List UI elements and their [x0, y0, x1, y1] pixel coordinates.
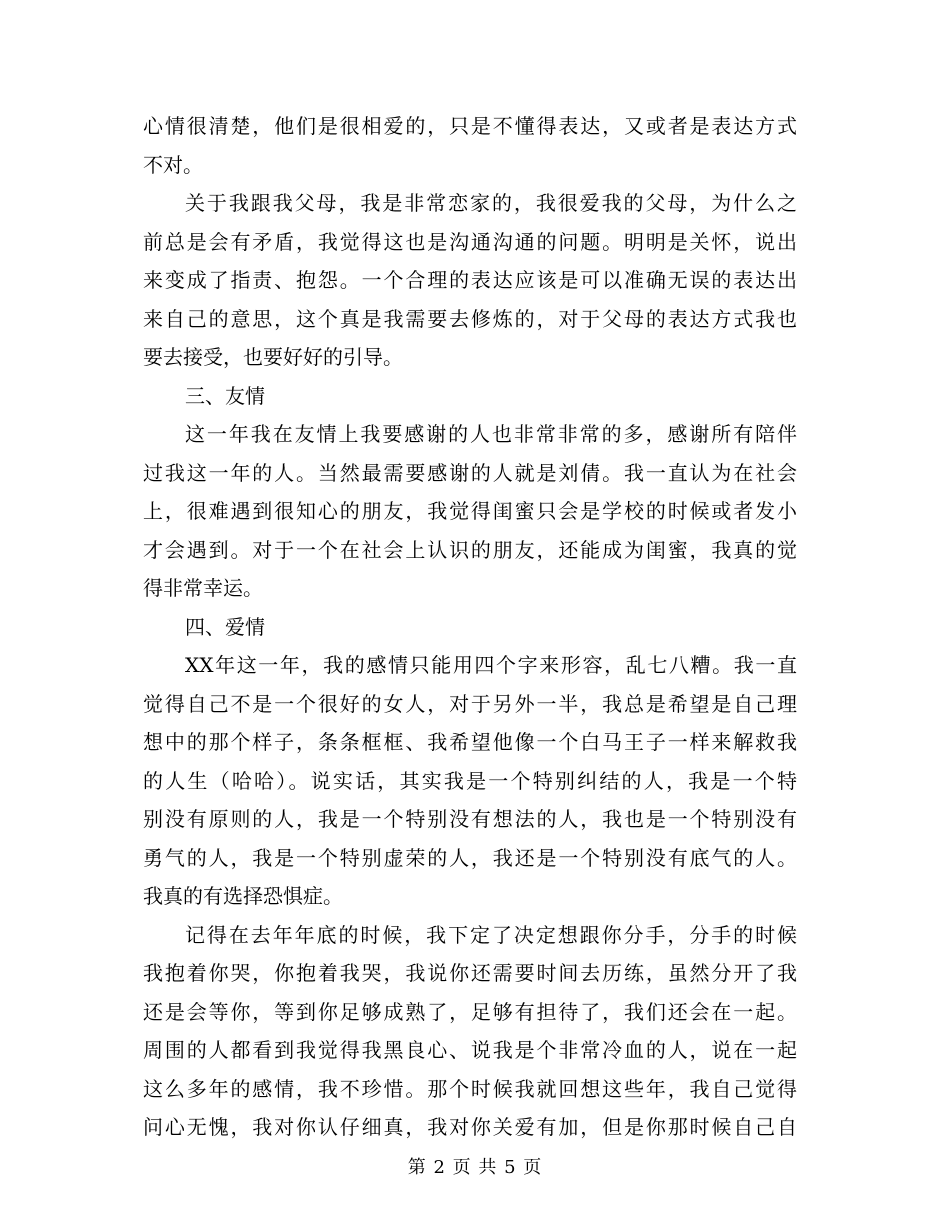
text-line: 我抱着你哭，你抱着我哭，我说你还需要时间去历练，虽然分开了我 — [143, 961, 797, 985]
text-line: 心情很清楚，他们是很相爱的，只是不懂得表达，又或者是表达方式 — [143, 114, 797, 138]
text-line: 问心无愧，我对你认仔细真，我对你关爱有加，但是你那时候自己自 — [143, 1115, 797, 1139]
text-line: 过我这一年的人。当然最需要感谢的人就是刘倩。我一直认为在社会 — [143, 460, 797, 485]
text-line: 不对。 — [143, 152, 203, 177]
text-line: 想中的那个样子，条条框框、我希望他像一个白马王子一样来解救我 — [143, 730, 797, 754]
text-line: 四、爱情 — [185, 614, 265, 639]
text-line: 得非常幸运。 — [143, 576, 263, 600]
document-body — [143, 107, 797, 1147]
text-line: 周围的人都看到我觉得我黑良心、说我是个非常冷血的人，说在一起 — [143, 1038, 797, 1062]
text-line: 这么多年的感情，我不珍惜。那个时候我就回想这些年，我自己觉得 — [143, 1076, 797, 1101]
text-line: 上，很难遇到很知心的朋友，我觉得闺蜜只会是学校的时候或者发小 — [143, 499, 797, 523]
text-line: 还是会等你，等到你足够成熟了，足够有担待了，我们还会在一起。 — [143, 999, 797, 1024]
text-line: 三、友情 — [185, 383, 265, 408]
text-line: 来变成了指责、抱怨。一个合理的表达应该是可以准确无误的表达出 — [143, 268, 797, 292]
text-line: 这一年我在友情上我要感谢的人也非常非常的多，感谢所有陪伴 — [185, 422, 797, 446]
text-line: 勇气的人，我是一个特别虚荣的人，我还是一个特别没有底气的人。 — [143, 845, 797, 870]
text-line: 才会遇到。对于一个在社会上认识的朋友，还能成为闺蜜，我真的觉 — [143, 537, 797, 562]
text-line: XX年这一年，我的感情只能用四个字来形容，乱七八糟。我一直 — [185, 653, 797, 677]
text-line: 记得在去年年底的时候，我下定了决定想跟你分手，分手的时候 — [185, 922, 797, 947]
text-line: 要去接受，也要好好的引导。 — [143, 345, 403, 369]
text-line: 别没有原则的人，我是一个特别没有想法的人，我也是一个特别没有 — [143, 807, 797, 831]
text-line: 我真的有选择恐惧症。 — [143, 884, 343, 908]
page-indicator: 第 2 页 共 5 页 — [407, 1157, 543, 1178]
text-line: 觉得自己不是一个很好的女人，对于另外一半，我总是希望是自己理 — [143, 691, 797, 716]
text-line: 来自己的意思，这个真是我需要去修炼的，对于父母的表达方式我也 — [143, 306, 797, 331]
text-line: 关于我跟我父母，我是非常恋家的，我很爱我的父母，为什么之 — [185, 191, 797, 215]
text-line: 的人生（哈哈）。说实话，其实我是一个特别纠结的人，我是一个特 — [143, 768, 797, 793]
text-line: 前总是会有矛盾，我觉得这也是沟通沟通的问题。明明是关怀，说出 — [143, 229, 797, 254]
